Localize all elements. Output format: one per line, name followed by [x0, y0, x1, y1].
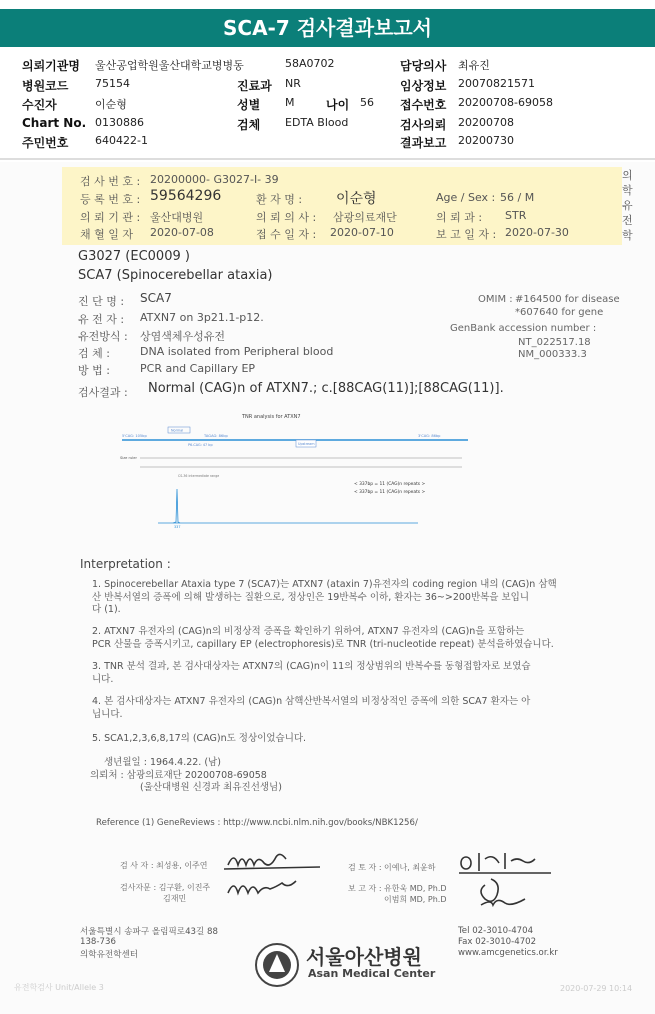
intermediate-note: CS-36 intermediate range [178, 474, 220, 478]
tel: Tel 02-3010-4704 [458, 926, 534, 936]
header-label: 임상정보 [400, 79, 447, 93]
receive-date: 2020-07-10 [330, 226, 394, 239]
address-2: 138-736 [80, 937, 116, 947]
test-no-label: 검 사 번 호 : [80, 175, 141, 188]
advisor-2: 김재민 [163, 894, 187, 903]
interp-line: PCR 산물을 증폭시키고, capillary EP (electrophoresis)로 TNR (tri-nucleotide repeat) 분석을하였습니다. [92, 639, 554, 650]
collect-label: 채 혈 일 자 [80, 228, 133, 241]
header-value: 20200708 [458, 116, 514, 129]
repeat-result-1: < 337bp = 11 (CAG)n repeats > [354, 482, 426, 487]
inst-label: 의 뢰 기 관 : [80, 211, 141, 224]
fax: Fax 02-3010-4702 [458, 937, 537, 947]
advisor: 검사자문 : 김구환, 이진주 [120, 883, 211, 892]
interp-line: 3. TNR 분석 결과, 본 검사대상자는 ATXN7의 (CAG)n이 11의 정상범위의 반복수를 동형접합자로 보였습 [92, 661, 531, 672]
tnr-figure [118, 405, 478, 530]
header-divider [0, 158, 655, 160]
signature-stroke [481, 879, 525, 905]
label-mid: TAGAG: 86bp [204, 434, 228, 438]
reviewer: 검 토 자 : 이예나, 최윤하 [348, 863, 436, 872]
watermark-left: 유전학검사 Unit/Allele 3 [14, 983, 104, 992]
interpretation-title: Interpretation : [80, 557, 171, 571]
diag-value: SCA7 [140, 291, 172, 305]
report-date: 2020-07-30 [505, 226, 569, 239]
doctor-label: 의 뢰 의 사 : [256, 211, 317, 224]
header-value: 20200730 [458, 134, 514, 147]
doctor: 삼광의료재단 [333, 211, 397, 224]
signature-reviewer [455, 845, 565, 915]
signature-tester [220, 845, 330, 905]
header-label: 의뢰기관명 [22, 59, 80, 73]
header-value: EDTA Blood [285, 116, 349, 129]
header-label: 주민번호 [22, 136, 69, 150]
label-right: 3'CAG: 86bp [418, 434, 441, 438]
method-label: 방 법 : [78, 364, 110, 377]
interp-line: 닙니다. [92, 709, 123, 720]
gene-label: 유 전 자 : [78, 313, 125, 326]
agesex: 56 / M [500, 191, 535, 204]
peak-trace [173, 489, 180, 523]
specimen-label: 검 체 : [78, 347, 110, 360]
header-label: 병원코드 [22, 79, 69, 93]
header-value: M [285, 96, 295, 109]
hospital-name-en: Asan Medical Center [308, 967, 436, 980]
genbank-1: NT_022517.18 [518, 337, 591, 348]
test-code: G3027 (EC0009 ) [78, 249, 190, 264]
inherit-label: 유전방식 : [78, 330, 128, 343]
result-label: 검사결과 : [78, 386, 128, 399]
header-value: 0130886 [95, 116, 144, 129]
interp-line: 산 반복서열의 증폭에 의해 발생하는 질환으로, 정상인은 19반복수 이하, 환자는 36~>200반복을 보입니 [92, 592, 530, 603]
website: www.amcgenetics.or.kr [458, 948, 558, 958]
institution-line-2: (울산대병원 신경과 최유진선생님) [140, 782, 282, 793]
birth-date: 생년월일 : 1964.4.22. (남) [104, 757, 221, 768]
patient-label: 환 자 명 : [256, 193, 303, 206]
report-title: SCA-7 검사결과보고서 [0, 9, 655, 47]
signature-stroke [228, 881, 296, 893]
header-value: 20200708-69058 [458, 96, 553, 109]
signature-stroke [224, 854, 320, 869]
reg-no: 59564296 [150, 188, 222, 204]
signature-stroke [459, 853, 551, 873]
address-3: 의학유전학센터 [80, 950, 139, 960]
interp-line: 니다. [92, 674, 114, 685]
size-ruler-label: Size ruler [120, 456, 137, 460]
header-label: 담당의사 [400, 59, 447, 73]
header-label: 접수번호 [400, 98, 447, 112]
label-left: 5'CAG: 105bp [122, 434, 147, 438]
reference: Reference (1) GeneReviews : http://www.ncbi.nlm.nih.gov/books/NBK1256/ [96, 818, 418, 828]
tester: 검 사 자 : 최성용, 이주연 [120, 861, 208, 870]
dept-label: 의 뢰 과 : [436, 211, 483, 224]
header-label: 진료과 [237, 79, 272, 93]
genbank-label: GenBank accession number : [450, 323, 597, 334]
header-value: 최유진 [458, 59, 490, 72]
repeat-result-2: < 337bp = 11 (CAG)n repeats > [354, 490, 426, 495]
institution-line: 의뢰처 : 삼광의료재단 20200708-69058 [90, 770, 267, 781]
interp-line: 5. SCA1,2,3,6,8,17의 (CAG)n도 정상이었습니다. [92, 733, 307, 744]
reporter: 보 고 자 : 유한욱 MD, Ph.D [348, 884, 447, 893]
figure-title: TNR analysis for ATXN7 [242, 414, 301, 420]
interp-line: 1. Spinocerebellar Ataxia type 7 (SCA7)는 ATXN7 (ataxin 7)유전자의 coding region 내의 (CAG)n 삼핵 [92, 579, 557, 590]
header-value: 20070821571 [458, 77, 535, 90]
dept: STR [505, 209, 527, 222]
test-name: SCA7 (Spinocerebellar ataxia) [78, 268, 273, 283]
header-label: 검사의뢰 [400, 118, 447, 132]
header-label: 검체 [237, 118, 261, 132]
header-label: 성별 [237, 98, 261, 112]
interp-line: 4. 본 검사대상자는 ATXN7 유전자의 (CAG)n 삼핵산반복서열의 비정상적인 증폭에 의한 SCA7 환자는 아 [92, 696, 531, 707]
specimen-value: DNA isolated from Peripheral blood [140, 345, 334, 358]
reporter-2: 이범희 MD, Ph.D [384, 895, 447, 904]
header-value: 이순형 [95, 98, 127, 111]
test-no: 20200000- G3027-I- 39 [150, 173, 279, 186]
inherit-value: 상염색체우성유전 [140, 330, 226, 343]
header-label: 나이 [326, 98, 350, 112]
header-label: 수진자 [22, 98, 57, 112]
label-upstream: Upstream [298, 442, 315, 446]
header-label: 결과보고 [400, 136, 447, 150]
hospital-name-ko: 서울아산병원 [306, 945, 422, 969]
label-primer: P6-CAG: 47 bp [188, 443, 213, 447]
interp-line: 2. ATXN7 유전자의 (CAG)n의 비정상적 증폭을 확인하기 위하여, ATXN7 유전자의 (CAG)n을 포함하는 [92, 626, 525, 637]
side-department-text: 의학유전학 [622, 169, 633, 242]
reg-no-label: 등 록 번 호 : [80, 193, 141, 206]
omim-label: OMIM : [478, 294, 513, 305]
omim-disease: #164500 for disease [515, 294, 620, 305]
header-value: 75154 [95, 77, 130, 90]
watermark-right: 2020-07-29 10:14 [560, 984, 633, 993]
collect-date: 2020-07-08 [150, 226, 214, 239]
method-value: PCR and Capillary EP [140, 362, 256, 375]
receive-label: 접 수 일 자 : [256, 228, 317, 241]
header-label: Chart No. [22, 116, 87, 130]
header-value: NR [285, 77, 301, 90]
genbank-2: NM_000333.3 [518, 349, 587, 360]
header-value: 울산공업학원울산대학교병병동 [95, 59, 244, 72]
peak-label: 337 [174, 525, 181, 529]
header-value: 58A0702 [285, 57, 335, 70]
interp-line: 다 (1). [92, 604, 121, 615]
asan-foundation-logo-icon [254, 942, 300, 988]
header-value: 640422-1 [95, 134, 148, 147]
report-label: 보 고 일 자 : [436, 228, 497, 241]
gene-value: ATXN7 on 3p21.1-p12. [140, 311, 264, 324]
header-value: 56 [360, 96, 374, 109]
omim-gene: *607640 for gene [515, 307, 604, 318]
patient-name: 이순형 [336, 191, 377, 207]
agesex-label: Age / Sex : [436, 191, 496, 204]
diag-label: 진 단 명 : [78, 295, 125, 308]
result-value: Normal (CAG)n of ATXN7.; c.[88CAG(11)];[88CAG(11)]. [148, 381, 504, 396]
label-normal: Normal [171, 428, 184, 433]
address-1: 서울특별시 송파구 올림픽로43길 88 [80, 927, 218, 937]
inst: 울산대병원 [150, 211, 204, 224]
